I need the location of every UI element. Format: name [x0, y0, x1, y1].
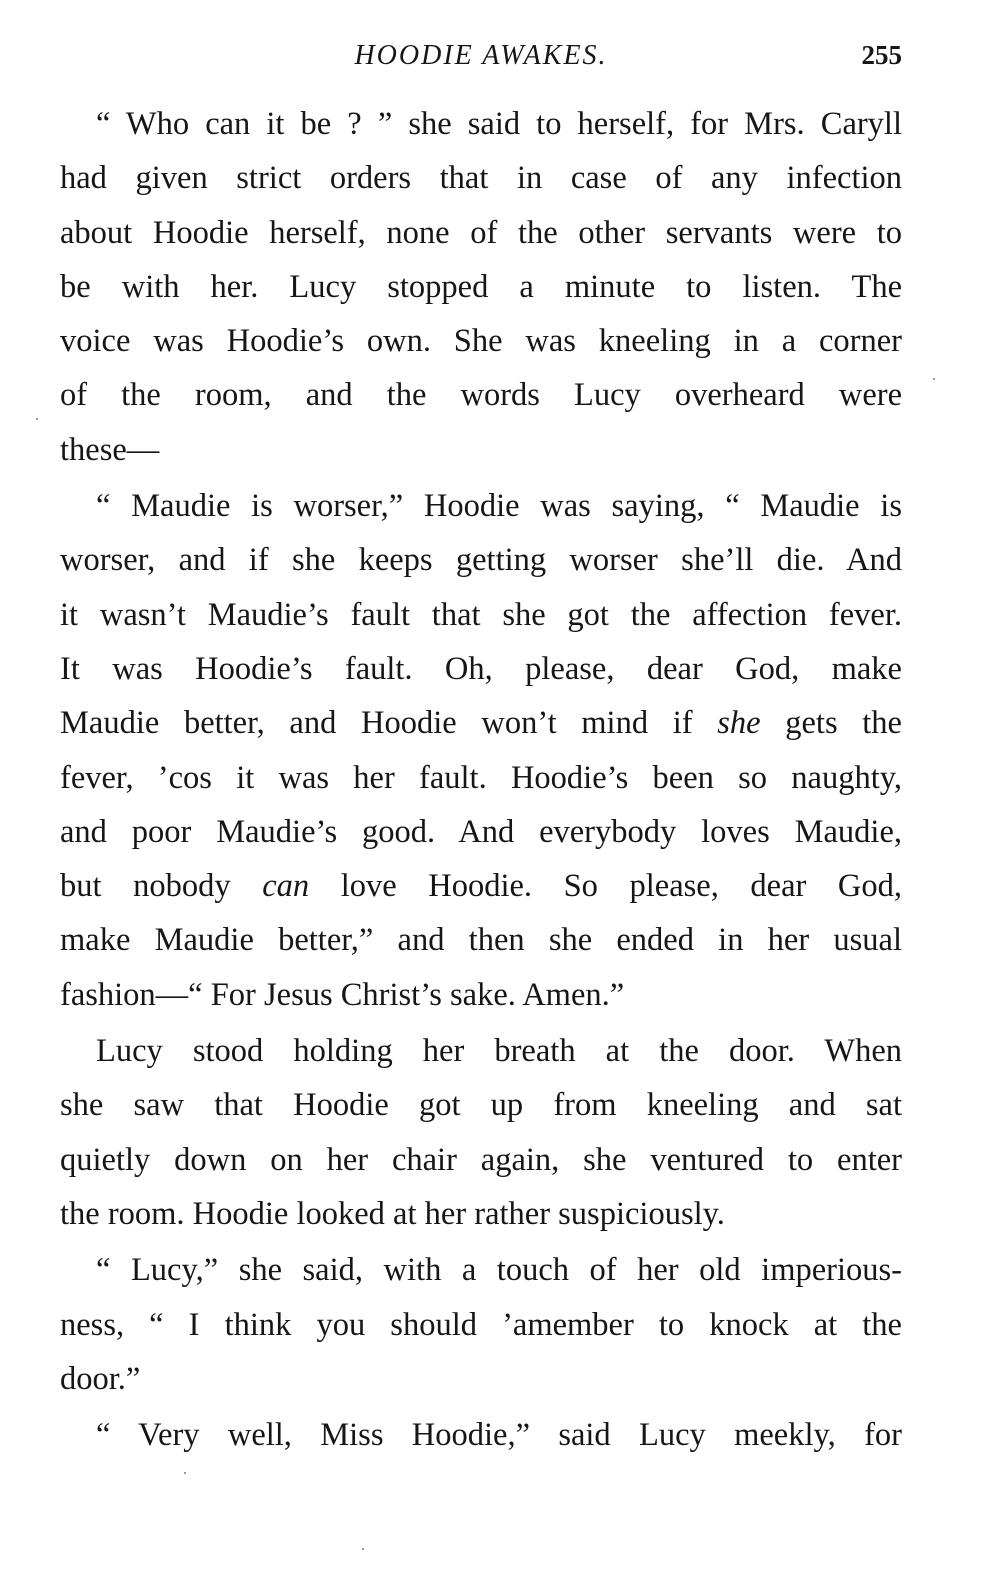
italic-word: she [717, 705, 761, 742]
text-line: voice was Hoodie’s own. She was kneeling in a corner [60, 323, 902, 360]
text-line [60, 859, 902, 913]
text-line: worser, and if she keeps getting worser she’ll die. And [60, 542, 902, 579]
text-line: and poor Maudie’s good. And everybody loves Maudie, [60, 813, 902, 850]
scan-speck [184, 1472, 186, 1474]
text-line: fashion—“ For Jesus Christ’s sake. Amen.” [60, 976, 625, 1013]
running-title: HOODIE AWAKES. [354, 40, 608, 71]
text-line: door.” [60, 1360, 141, 1397]
text-line: had given strict orders that in case of any infection [60, 160, 902, 197]
text-line: the room. Hoodie looked at her rather suspiciously. [60, 1195, 725, 1232]
text-line: It was Hoodie’s fault. Oh, please, dear God, make [60, 650, 902, 687]
text-span: but nobody [60, 868, 263, 905]
page-number: 255 [861, 40, 902, 70]
italic-word: can [262, 868, 310, 905]
text-line: Lucy stood holding her breath at the door. When [96, 1033, 902, 1070]
text-line: “ Who can it be ? ” she said to herself, for Mrs. Caryll [96, 106, 902, 142]
text-line: fever, ’cos it was her fault. Hoodie’s been so naughty, [60, 759, 902, 796]
text-line: “ Lucy,” she said, with a touch of her old imperious- [96, 1252, 902, 1289]
text-line: she saw that Hoodie got up from kneeling and sat [60, 1087, 902, 1124]
text-line: quietly down on her chair again, she ventured to enter [60, 1141, 902, 1178]
text-line: “ Very well, Miss Hoodie,” said Lucy meekly, for [96, 1417, 902, 1454]
text-line: be with her. Lucy stopped a minute to listen. The [60, 268, 902, 305]
text-span: Maudie better, and Hoodie won’t mind if [60, 705, 718, 742]
text-line: make Maudie better,” and then she ended in her usual [60, 922, 902, 959]
body-text [60, 97, 902, 1462]
scan-speck [933, 378, 935, 380]
page-header [60, 40, 902, 80]
text-line: these— [60, 431, 160, 468]
text-line [60, 696, 902, 750]
scan-speck [362, 1548, 364, 1550]
text-span: love Hoodie. So please, dear God, [309, 868, 902, 905]
text-span: gets the [760, 705, 902, 742]
scan-speck [36, 418, 38, 420]
text-line: about Hoodie herself, none of the other servants were to [60, 214, 902, 251]
text-line: “ Maudie is worser,” Hoodie was saying, “ Maudie is [96, 488, 902, 525]
text-line: of the room, and the words Lucy overheard were [60, 377, 902, 414]
text-line: ness, “ I think you should ’amember to knock at the [60, 1306, 902, 1343]
text-line: it wasn’t Maudie’s fault that she got the affection fever. [60, 596, 902, 633]
